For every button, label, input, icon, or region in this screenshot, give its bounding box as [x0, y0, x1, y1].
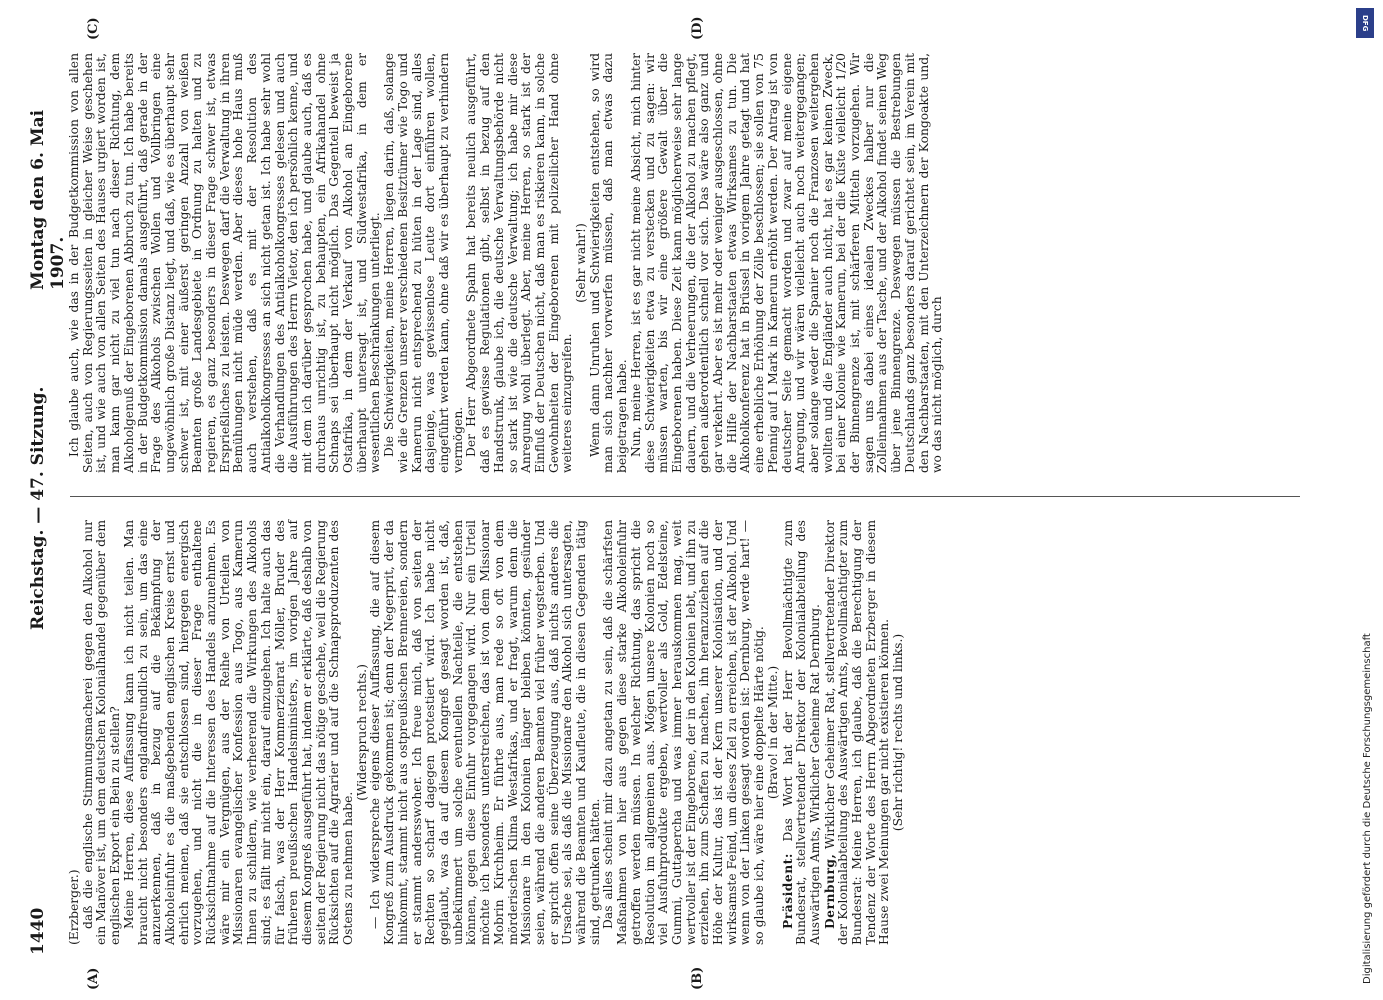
paragraph: Wenn dann Unruhen und Schwierigkeiten entstehen, so wird man sich nachher vorwerfen müssen, daß man etwas dazu beigetragen habe. [587, 53, 630, 473]
paragraph-text: Das Wort hat der Herr Bevollmächtigte zum Bundesrat, stellvertretender Direktor der Kolonialabteilung des Auswärtigen Amts, Wirklicher Geheime Rat Dernburg. [780, 520, 822, 945]
interjection: (Sehr richtig! rechts und links.) [891, 633, 906, 832]
left-column [68, 520, 906, 945]
speaker-tag: (Erzberger.) [67, 869, 81, 945]
interjection: (Widerspruch rechts.) [354, 664, 369, 801]
paragraph: Die Schwierigkeiten, meine Herren, liegen darin, daß, solange wie die Grenzen unserer verschiedenen Besitztümer wie Togo und Kamerun nicht entsprechend zu hüten in der Lage sind, alles dasjenige, was gewissenlose Leute dort einführen wollen, eingeführt werden kann, ohne daß wir es überhaupt zu verhindern vermögen. [382, 53, 465, 473]
margin-mark-c: (C) [86, 17, 101, 40]
paragraph [823, 520, 893, 945]
paragraph: Das alles scheint mir dazu angetan zu sein, daß die schärfsten Maßnahmen von hier aus gegen diese starke Alkoholeinfuhr getroffen werden müssen. In welcher Richtung, das spricht die Resolution im allgemeinen aus. Mögen unsere Kolonien noch so viel Ausfuhrprodukte ergeben, wertvoller als Gold, Edelsteine, Gummi, Guttapercha und was immer herauskommen mag, weit wertvoller ist der Eingeborene, der in den Kolonien lebt, und ihn zu erziehen, ihn zum Schaffen zu machen, ihn heranzuziehen auf die Höhe der Kultur, das ist der Kern unserer Kolonisation, und der wirksamste Feind, um dieses Ziel zu erreichen, ist der Alkohol. Und wenn von der Linken gesagt worden ist: Dernburg, werde hart! — so glaube ich, wäre hier eine doppelte Härte nötig. [601, 520, 767, 945]
paragraph: Ich glaube auch, wie das in der Budgetkommission von allen Seiten, auch von Regierungsseiten in gleicher Weise geschehen ist, und wie auch von allen Seiten des Hauses urgiert worden ist, man kann gar nicht zu viel tun nach dieser Richtung, dem Alkoholgenuß der Eingeborenen Abbruch zu tun. Ich habe bereits in der Budgetkommission damals ausgeführt, daß gerade in der Frage des Alkohols zwischen Wollen und Vollbringen eine ungewöhnlich große Distanz liegt, und daß, wie es überhaupt sehr schwer ist, mit einer äußerst geringen Anzahl von weißen Beamten große Landesgebiete in Ordnung zu halten und zu regieren, es ganz besonders in dieser Frage schwer ist, etwas Ersprießliches zu leisten. Deswegen darf die Verwaltung in ihren Bemühungen nicht müde werden. Aber dieses hohe Haus muß auch verstehen, daß es mit der Resolution des Antialkoholkongresses an sich nicht getan ist. Ich habe sehr wohl die Verhandlungen des Antialkoholkongresses gelesen und auch die Ausführungen des Herrn Vietor, den ich persönlich kenne, und mit dem ich darüber gesprochen habe, und glaube auch, daß es durchaus unrichtig ist, zu behaupten, ein Afrikahandel ohne Schnaps sei überhaupt nicht möglich. Das Gegenteil beweist ja Ostafrika, in dem der Verkauf von Alkohol an Eingeborene überhaupt untersagt ist, und Südwestafrika, in dem er wesentlichen Beschränkungen unterliegt. [67, 53, 383, 473]
speaker-name: Präsident: [779, 853, 795, 929]
credit-text: Digitalisierung gefördert durch die Deutsche Forschungsgemeinschaft [1362, 633, 1373, 984]
paragraph-text: Wirklicher Geheimer Rat, stellvertretender Direktor der Kolonialabteilung des Auswärtigen Amts, Bevollmächtigter zum Bundesrat: Meine Herren, ich glaube, daß die Berechtigung der Tendenz der Worte des Herrn Abgeordneten Erzberger in diesem Hause zwei Meinungen gar nicht existieren können. [822, 520, 892, 945]
paragraph [781, 520, 823, 945]
margin-mark-a: (A) [86, 967, 101, 990]
speaker-name: Dernburg, [821, 853, 837, 929]
paragraph: — Ich widerspreche eigens dieser Auffassung, die auf diesem Kongreß zum Ausdruck gekommen ist; denn der Negerprit, der da hinkommt, stammt nicht aus ostpreußischen Brennereien, sondern er stammt andersswoher. Ich freue mich, daß von seiten der Rechten so scharf dagegen protestiert wird. Ich habe nicht geglaubt, was da auf diesem Kongreß gesagt worden ist, daß, unbekümmert um solche eventuellen Nachteile, die entstehen können, gegen diese Einfuhr vorgegangen wird. Nur ein Urteil möchte ich besonders unterstreichen, das ist von dem Missionar Mobrin Kirchheim. Er führte aus, man rede so oft von dem mörderischen Klima Westafrikas, und er fragt, warum denn die Missionare in den Kolonien länger bleiben könnten, gesünder seien, während die anderen Beamten viel früher wegsterben. Und er spricht offen seine Überzeugung aus, daß nichts anderes die Ursache sei, als daß die Missionare den Alkohol sich untersagten, während die Beamten und Kaufleute, die in diesen Gegenden tätig sind, getrunken hätten. [368, 520, 602, 945]
column-divider [70, 496, 1300, 497]
page-number: 1440 [28, 907, 48, 955]
interjection: (Sehr wahr!) [574, 223, 589, 303]
page-header [28, 60, 68, 955]
paragraph: daß die englische Stimmungsmacherei gegen den Alkohol nur ein Manöver ist, um dem deutschen Kolonialhandel gegenüber dem englischen Export ein Bein zu stellen? [80, 520, 123, 945]
session-title: Reichstag. — 47. Sitzung. [28, 386, 48, 630]
paragraph: Nun, meine Herren, ist es gar nicht meine Absicht, mich hinter diese Schwierigkeiten etwa zu verstecken und zu sagen: wir müssen warten, bis wir eine größere Gewalt über die Eingeborenen haben. Diese Zeit kann möglicherweise sehr lange dauern, und die Verheerungen, die der Alkohol zu machen pflegt, gehen außerordentlich schnell vor sich. Das wäre also ganz und gar verkehrt. Aber es ist mehr oder weniger ausgeschlossen, ohne die Hilfe der Nachbarstaaten etwas Wirksames zu tun. Die Alkoholkonferenz hat in Brüssel in vorigem Jahre getagt und hat eine erhebliche Erhöhung der Zölle beschlossen; sie sollen von 75 Pfennig auf 1 Mark in Kamerun erhöht werden. Der Antrag ist von deutscher Seite gemacht worden und zwar auf meine eigene Anregung, und wir wären vielleicht auch noch weitergegangen; aber solange weder die Spanier noch die Franzosen weitergehen wollten und die Engländer auch nicht, hat es gar keinen Zweck, bei einer Kolonie wie Kamerun, bei der die Küste vielleicht 1/20 der Binnengrenze ist, mit schärferen Mitteln vorzugehen. Wir sagen uns dabei eines idealen Zweckes halber nur die Zolleinnahmen aus der Tasche, und der Alkohol findet seinen Weg über jene Binnengrenze. Deswegen müssen die Bestrebungen Deutschlands ganz besonders darauf gerichtet sein, im Verein mit den Nachbarstaaten, mit den Unterzeichnern der Kongoakte und, wo das nicht möglich, durch [628, 53, 945, 473]
paragraph: Meine Herren, diese Auffassung kann ich nicht teilen. Man braucht nicht besonders englandfreundlich zu sein, um das eine anzuerkennen, daß in bezug auf die Bekämpfung der Alkoholeinfuhr es die maßgebenden englischen Kreise ernst und ehrlich meinen, daß sie entschlossen sind, hiergegen energisch vorzugehen, und nicht die in dieser Frage enthaltene Rücksichtnahme auf die Interessen des Handels anzunehmen. Es wäre mir ein Vergnügen, aus der Reihe von Urteilen von Missionaren evangelischer Konfession aus Togo, aus Kamerun Ihnen zu schildern, wie verheerend die Wirkungen des Alkohols sind; es fällt mir nicht ein, darauf einzugehen. Ich halte auch das für falsch, was der Herr Kommerzienrat Möller, Bruder des früheren preußischen Handelsministers, im vorigen Jahre auf diesem Kongreß ausgeführt hat, indem er erklärte, daß deshalb von seiten der Regierung nicht das nötige geschehe, weil die Regierung Rücksichten auf die Agrarier und auf die Schnapsproduzenten des Ostens zu nehmen habe. [121, 520, 356, 945]
paragraph: Der Herr Abgeordnete Spahn hat bereits neulich ausgeführt, daß es gewisse Regulationen gibt, selbst in bezug auf den Handstrunk, glaube ich, die deutsche Verwaltungsbehörde nicht so stark ist wie die deutsche Verwaltung; ich habe mir diese Anregung wohl überlegt. Aber, meine Herren, so stark ist der Einfluß der Deutschen nicht, daß man es riskieren kann, in solche Gewohnheiten der Eingeborenen mit polizeilicher Hand ohne weiteres einzugreifen. [464, 53, 575, 473]
right-column [68, 53, 945, 473]
session-date: Montag den 6. Mai 1907. [28, 109, 68, 290]
dfg-logo: DFG [1356, 8, 1374, 38]
digitization-credit [1353, 6, 1375, 994]
margin-mark-b: (B) [690, 966, 705, 990]
interjection: (Bravo! in der Mitte.) [765, 665, 780, 800]
margin-mark-d: (D) [690, 16, 705, 40]
